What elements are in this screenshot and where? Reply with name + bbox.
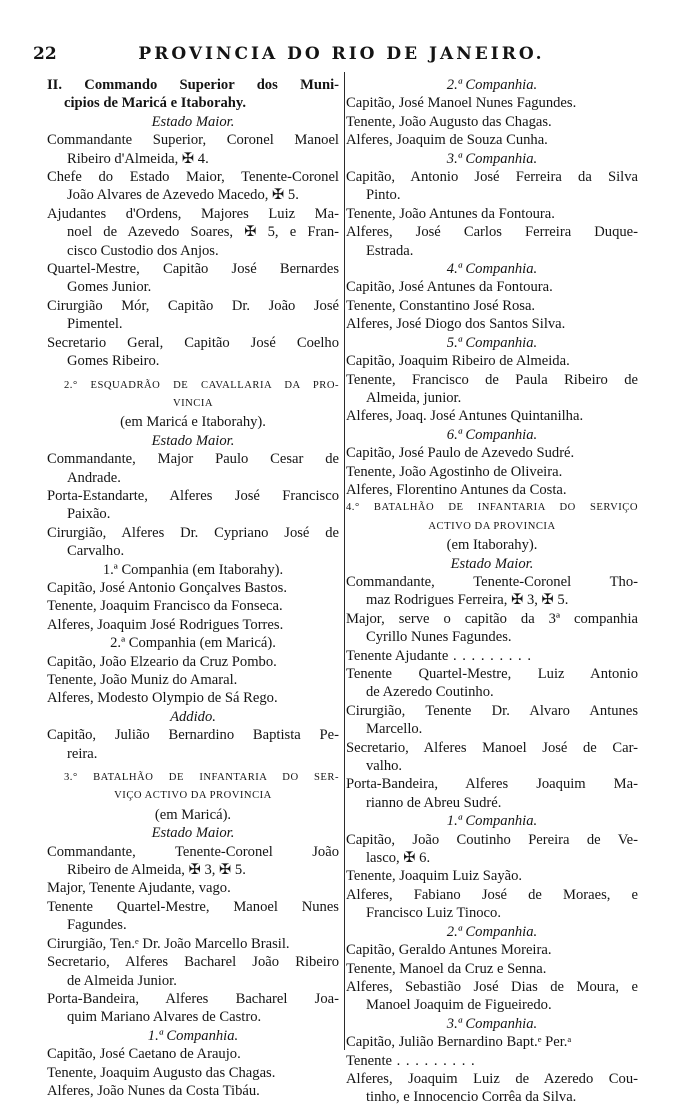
right-column-line: Cyrillo Nunes Fagundes. — [366, 629, 512, 646]
page-title: PROVINCIA DO RIO DE JANEIRO. — [138, 44, 545, 64]
left-column-line: Commandante, Tenente-Coronel João — [47, 843, 339, 860]
left-column-line: Paixão. — [67, 506, 111, 523]
right-column-line: Tenente, João Antunes da Fontoura. — [346, 205, 555, 222]
right-column-line: Alferes, Joaquim de Souza Cunha. — [346, 132, 548, 149]
left-column-line: Tenente, Joaquim Francisco da Fonseca. — [47, 598, 283, 615]
left-column-line: Carvalho. — [67, 543, 125, 560]
left-column-line: Cirurgião Mór, Capitão Dr. João José — [47, 297, 339, 314]
left-column-line: Alferes, João Nunes da Costa Tibáu. — [47, 1082, 260, 1099]
left-column-line: quim Mariano Alvares de Castro. — [67, 1009, 262, 1026]
right-column-line: maz Rodrigues Ferreira, ✠ 3, ✠ 5. — [366, 592, 569, 609]
right-column-line: rianno de Abreu Sudré. — [366, 794, 502, 811]
right-column-line: Francisco Luiz Tinoco. — [366, 905, 501, 922]
right-column-line: 4.ª Companhia. — [446, 261, 538, 278]
left-column-line: Capitão, Julião Bernardino Baptista Pe- — [47, 727, 339, 744]
left-column-line: Ajudantes d'Ordens, Majores Luiz Ma- — [47, 205, 339, 222]
left-column-line: Gomes Ribeiro. — [67, 353, 160, 370]
right-column-line: 1.ª Companhia. — [446, 813, 538, 830]
left-column-line: 2.ª Companhia (em Maricá). — [110, 635, 276, 652]
right-column — [346, 76, 638, 1107]
right-column-line: Estrada. — [366, 242, 414, 259]
right-column-line: lasco, ✠ 6. — [366, 850, 431, 867]
right-column-line: Porta-Bandeira, Alferes Joaquim Ma- — [346, 776, 638, 793]
left-column-line: Addido. — [170, 708, 216, 725]
right-column-line: de Azeredo Coutinho. — [366, 684, 494, 701]
left-column-line: Quartel-Mestre, Capitão José Bernardes — [47, 261, 339, 278]
left-column-line: Tenente, João Muniz do Amaral. — [47, 672, 238, 688]
right-column-line: Tenente, João Augusto das Chagas. — [346, 113, 552, 130]
right-column-line: Tenente Quartel-Mestre, Luiz Antonio — [346, 666, 638, 682]
right-column-line: 2.ª Companhia. — [446, 923, 538, 940]
right-column-line: Capitão, Joaquim Ribeiro de Almeida. — [346, 353, 570, 370]
right-column-line: (em Itaborahy). — [446, 537, 538, 554]
column-divider — [344, 72, 345, 1050]
left-column-line: 3.° BATALHÃO DE INFANTARIA DO SER- — [64, 772, 339, 784]
left-column-line: Gomes Junior. — [67, 279, 152, 296]
right-column-line: Tenente, Manoel da Cruz e Senna. — [346, 960, 547, 977]
left-column-line: (em Maricá). — [154, 806, 232, 823]
right-column-line: Alferes, José Diogo dos Santos Silva. — [346, 316, 566, 333]
right-column-line: Capitão, José Paulo de Azevedo Sudré. — [346, 445, 575, 462]
left-column-line: cipios de Maricá e Itaborahy. — [64, 95, 247, 112]
right-column-line: Tenente . . . — [346, 1052, 638, 1070]
right-column-line: Tenente, Joaquim Luiz Sayão. — [346, 868, 523, 885]
page-header — [33, 44, 650, 68]
right-column-line: Alferes, Fabiano José de Moraes, e — [346, 886, 638, 903]
right-column-line: 3.ª Companhia. — [446, 150, 538, 167]
left-column-line: 1.ª Companhia (em Itaborahy). — [102, 561, 284, 578]
right-column-line: Marcello. — [366, 721, 423, 738]
right-column-line: Tenente Ajudante . . . — [346, 647, 638, 665]
right-column-line: 2.ª Companhia. — [446, 77, 538, 93]
left-column-line: Ribeiro d'Almeida, ✠ 4. — [67, 150, 209, 167]
left-column-line: Chefe do Estado Maior, Tenente-Coronel — [47, 169, 339, 186]
right-column-line: Tenente, João Agostinho de Oliveira. — [346, 463, 563, 480]
right-column-line: Almeida, junior. — [366, 389, 462, 406]
right-column-line: Alferes, Sebastião José Dias de Moura, e — [346, 978, 638, 995]
left-column-line: Estado Maior. — [151, 825, 235, 842]
right-column-line: Manoel Joaquim de Figueiredo. — [366, 997, 552, 1014]
left-column-line: João Alvares de Azevedo Macedo, ✠ 5. — [67, 187, 299, 204]
right-column-line: tinho, e Innocencio Corrêa da Silva. — [366, 1089, 577, 1106]
right-column-line: Capitão, Geraldo Antunes Moreira. — [346, 942, 552, 959]
left-column-line: Capitão, José Caetano de Araujo. — [47, 1046, 241, 1063]
left-column-line: Secretario Geral, Capitão José Coelho — [47, 334, 339, 351]
right-column-line: Capitão, José Antunes da Fontoura. — [346, 279, 553, 296]
left-column-line: Tenente, Joaquim Augusto das Chagas. — [47, 1064, 276, 1081]
left-column-line: Ribeiro de Almeida, ✠ 3, ✠ 5. — [67, 862, 246, 879]
right-column-line: Cirurgião, Tenente Dr. Alvaro Antunes — [346, 702, 638, 719]
left-column-line: 1.ª Companhia. — [147, 1027, 239, 1044]
left-column-line: Secretario, Alferes Bacharel João Ribeiro — [47, 954, 339, 971]
right-column-line: Alferes, José Carlos Ferreira Duque- — [346, 224, 638, 241]
left-column-line: Andrade. — [67, 469, 121, 486]
right-column-line: Commandante, Tenente-Coronel Tho- — [346, 573, 638, 590]
left-column-line: reira. — [67, 745, 98, 762]
left-column-line: II. Commando Superior dos Muni- — [47, 77, 339, 93]
left-column-line: Capitão, João Elzeario da Cruz Pombo. — [47, 653, 277, 670]
right-column-line: Tenente, Constantino José Rosa. — [346, 297, 536, 314]
left-column-line: noel de Azevedo Soares, ✠ 5, e Fran- — [67, 224, 339, 241]
left-column-line: VINCIA — [172, 397, 214, 409]
left-column-line: Porta-Estandarte, Alferes José Francisco — [47, 487, 339, 504]
right-column-line: Estado Maior. — [450, 555, 534, 572]
right-column-line: 3.ª Companhia. — [446, 1015, 538, 1032]
right-column-line: Alferes, Joaquim Luiz de Azeredo Cou- — [346, 1070, 638, 1087]
right-column-line: Capitão, Antonio José Ferreira da Silva — [346, 169, 638, 186]
left-column-line: Alferes, Modesto Olympio de Sá Rego. — [47, 690, 278, 707]
page-number: 22 — [33, 44, 57, 64]
left-column-line: Alferes, Joaquim José Rodrigues Torres. — [47, 616, 284, 633]
left-column-line: Capitão, José Antonio Gonçalves Bastos. — [47, 579, 287, 596]
left-column-line: Major, Tenente Ajudante, vago. — [47, 880, 231, 897]
left-column-line: cisco Custodio dos Anjos. — [67, 242, 219, 259]
left-column-line: Cirurgião, Ten.ᵉ Dr. João Marcello Brasil. — [47, 935, 290, 952]
left-column-line: Porta-Bandeira, Alferes Bacharel Joa- — [47, 990, 339, 1007]
left-column-line: Commandante, Major Paulo Cesar de — [47, 451, 339, 468]
left-column-line: Tenente Quartel-Mestre, Manoel Nunes — [47, 898, 339, 915]
left-column-line: (em Maricá e Itaborahy). — [120, 414, 266, 431]
left-column-line: Commandante Superior, Coronel Manoel — [47, 132, 339, 149]
right-column-line: Capitão, Julião Bernardino Bapt.ᵉ Per.ᵃ — [346, 1034, 572, 1051]
left-column-line: 2.° ESQUADRÃO DE CAVALLARIA DA PRO- — [64, 379, 339, 391]
left-column-line: Fagundes. — [67, 917, 127, 934]
left-column — [47, 76, 339, 1100]
right-column-line: valho. — [366, 758, 403, 775]
right-column-line: Secretario, Alferes Manoel José de Car- — [346, 739, 638, 756]
right-column-line: 4.° BATALHÃO DE INFANTARIA DO SERVIÇO — [346, 502, 638, 514]
right-column-line: Tenente, Francisco de Paula Ribeiro de — [346, 371, 638, 388]
right-column-line: Alferes, Joaq. José Antunes Quintanilha. — [346, 408, 584, 425]
left-column-line: de Almeida Junior. — [67, 972, 177, 989]
right-column-line: Alferes, Florentino Antunes da Costa. — [346, 481, 567, 498]
left-column-line: VIÇO ACTIVO DA PROVINCIA — [114, 790, 272, 802]
right-column-line: ACTIVO DA PROVINCIA — [428, 520, 556, 532]
right-column-line: Pinto. — [366, 187, 401, 204]
left-column-line: Estado Maior. — [151, 113, 235, 130]
right-column-line: Capitão, João Coutinho Pereira de Ve- — [346, 831, 638, 848]
right-column-line: Major, serve o capitão da 3ª companhia — [346, 610, 638, 627]
right-column-line: Capitão, José Manoel Nunes Fagundes. — [346, 95, 577, 112]
left-column-line: Pimentel. — [67, 316, 123, 333]
right-column-line: 5.ª Companhia. — [446, 334, 538, 351]
left-column-line: Estado Maior. — [151, 432, 235, 449]
left-column-line: Cirurgião, Alferes Dr. Cypriano José de — [47, 524, 339, 541]
right-column-line: 6.ª Companhia. — [446, 426, 538, 443]
